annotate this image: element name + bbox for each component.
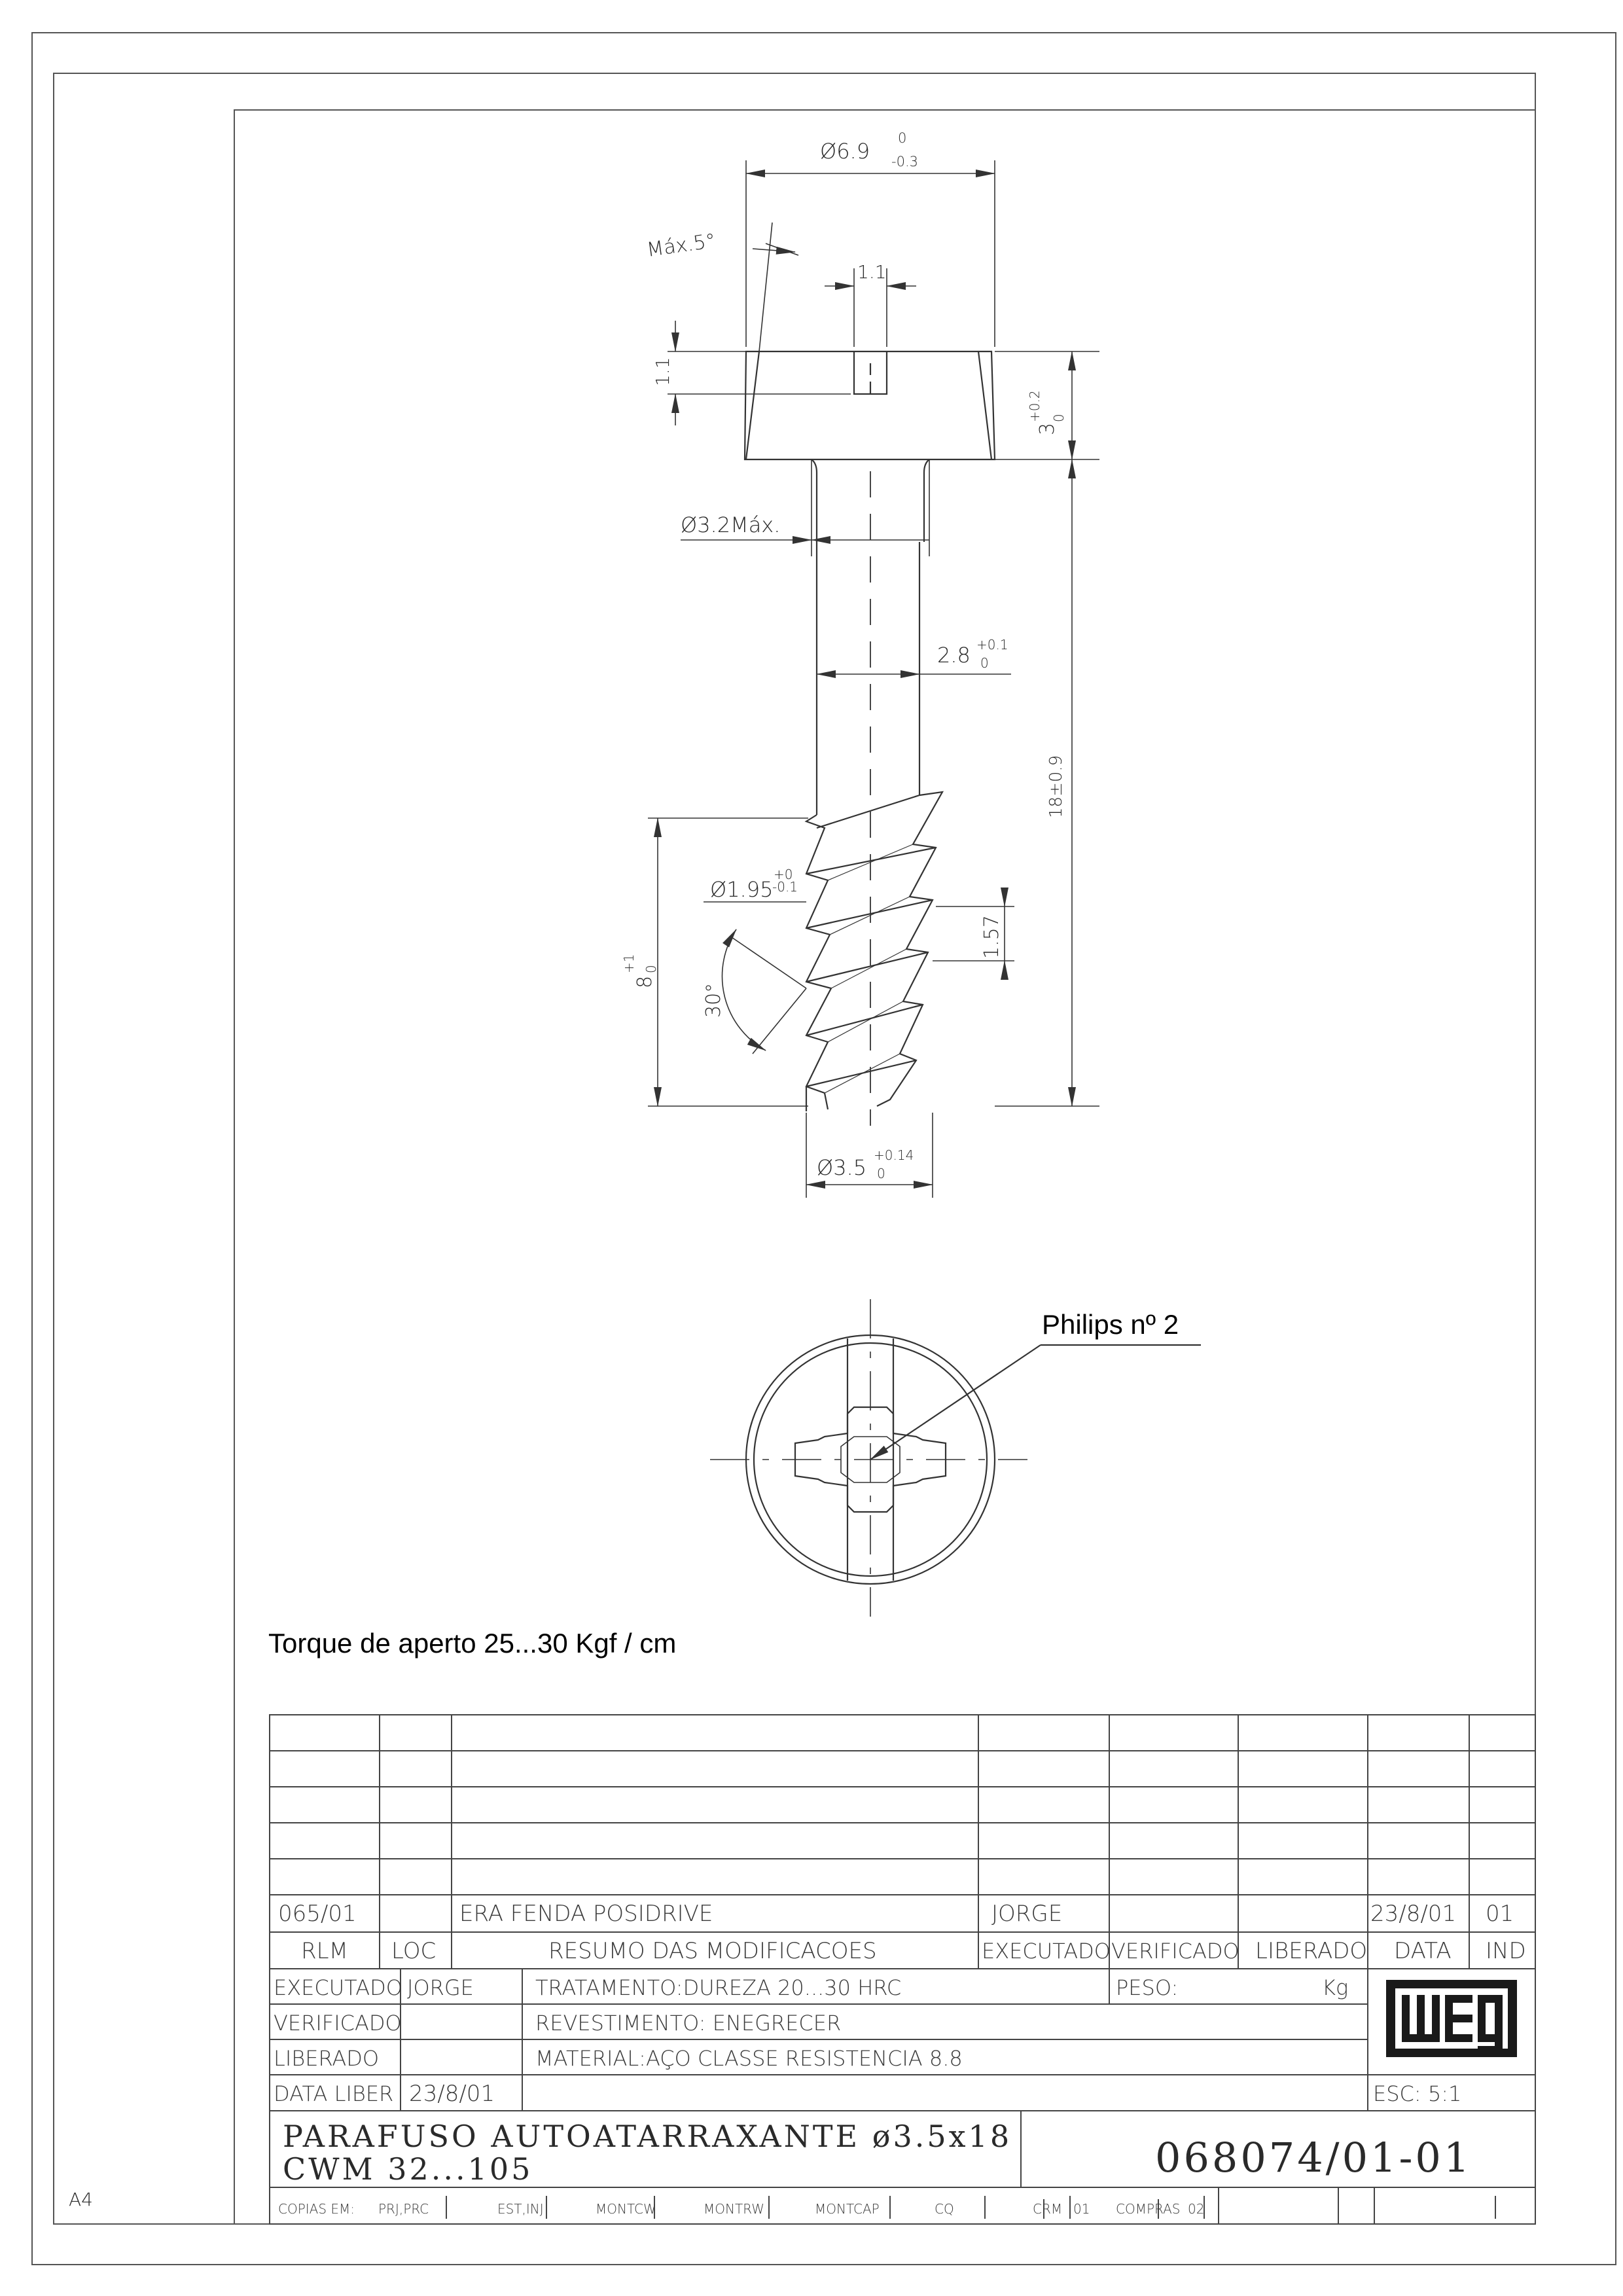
svg-text:RLM: RLM: [301, 1938, 348, 1964]
svg-text:EXECUTADO: EXECUTADO: [982, 1939, 1111, 1964]
thread-angle-label: 30°: [702, 982, 725, 1018]
dimension-labels: [621, 130, 1067, 1181]
head-height-tol-lo: 0: [1051, 414, 1067, 422]
slot-depth-label: 1.1: [652, 357, 673, 386]
head-diameter-tol-lo: -0.3: [891, 154, 918, 170]
svg-text:MONTCW: MONTCW: [596, 2201, 656, 2217]
root-diameter-label: Ø1.95: [710, 877, 774, 902]
revision-header: [301, 1938, 1526, 1964]
screw-side-view: [745, 351, 995, 1126]
svg-text:VERIFICADO: VERIFICADO: [1111, 1939, 1240, 1964]
drawing-number: 068074/01-01: [1155, 2134, 1472, 2181]
svg-text:LOC: LOC: [391, 1938, 437, 1964]
shank-diameter-label: 2.8: [937, 643, 971, 668]
drawing-title-line2: CWM 32...105: [283, 2151, 533, 2187]
svg-text:MONTCAP: MONTCAP: [815, 2201, 880, 2217]
revision-row: [278, 1901, 1514, 1927]
svg-text:EXECUTADO: EXECUTADO: [274, 1975, 402, 2000]
svg-text:23/8/01: 23/8/01: [409, 2081, 495, 2107]
weg-logo: [1386, 1980, 1517, 2057]
svg-text:01: 01: [1073, 2201, 1090, 2217]
total-length-label: 18±0.9: [1046, 755, 1066, 818]
head-diameter-tol-up: 0: [898, 130, 907, 146]
screw-thread-profile: [806, 792, 942, 1111]
shank-diameter-tol-up: +0.1: [976, 637, 1008, 653]
major-diameter-label: Ø3.5: [817, 1155, 867, 1180]
root-diameter-tol-up: +0: [774, 867, 793, 882]
svg-text:CRM: CRM: [1033, 2201, 1063, 2217]
svg-text:COPIAS EM:: COPIAS EM:: [278, 2201, 355, 2217]
thread-length-tol-up: +1: [621, 954, 637, 973]
draft-angle-label: Máx.5°: [645, 229, 717, 262]
drawing-title-line1: PARAFUSO AUTOATARRAXANTE ø3.5x18: [283, 2119, 1012, 2154]
head-height-label: 3: [1036, 422, 1059, 435]
thread-length-label: 8: [633, 975, 656, 988]
svg-text:01: 01: [1486, 1901, 1514, 1927]
svg-text:PRJ,PRC: PRJ,PRC: [378, 2201, 429, 2217]
svg-text:JORGE: JORGE: [407, 1975, 474, 2000]
head-diameter-label: Ø6.9: [820, 139, 870, 164]
svg-text:RESUMO DAS MODIFICACOES: RESUMO DAS MODIFICACOES: [548, 1938, 877, 1964]
svg-text:02: 02: [1188, 2201, 1205, 2217]
svg-text:TRATAMENTO:DUREZA 20...30 HRC: TRATAMENTO:DUREZA 20...30 HRC: [535, 1975, 902, 2000]
root-diameter-tol-lo: -0.1: [772, 879, 798, 895]
svg-text:COMPRAS: COMPRAS: [1116, 2201, 1181, 2217]
copies-row: [278, 2201, 1204, 2217]
slot-width-label: 1.1: [857, 261, 887, 283]
svg-text:JORGE: JORGE: [991, 1901, 1063, 1927]
svg-text:DATA LIBER: DATA LIBER: [274, 2081, 394, 2106]
drive-type-label: Philips nº 2: [1042, 1309, 1179, 1340]
svg-text:DATA: DATA: [1394, 1938, 1452, 1964]
torque-note: Torque de aperto 25...30 Kgf / cm: [268, 1628, 677, 1659]
head-height-tol-up: +0.2: [1027, 390, 1043, 422]
major-diameter-tol-up: +0.14: [874, 1147, 914, 1163]
sheet-size-label: A4: [69, 2189, 93, 2210]
major-diameter-tol-lo: 0: [877, 1166, 885, 1181]
info-block: [274, 1975, 1461, 2107]
svg-text:VERIFICADO: VERIFICADO: [274, 2011, 402, 2036]
shank-diameter-tol-lo: 0: [980, 655, 989, 671]
svg-text:LIBERADO: LIBERADO: [274, 2046, 380, 2071]
svg-text:REVESTIMENTO: ENEGRECER: REVESTIMENTO: ENEGRECER: [535, 2011, 842, 2036]
svg-text:065/01: 065/01: [278, 1901, 357, 1927]
svg-text:CQ: CQ: [935, 2201, 954, 2217]
pitch-label: 1.57: [980, 915, 1003, 959]
svg-text:IND: IND: [1486, 1938, 1526, 1964]
svg-text:MONTRW: MONTRW: [704, 2201, 765, 2217]
svg-text:EST,INJ: EST,INJ: [497, 2201, 544, 2217]
svg-text:23/8/01: 23/8/01: [1370, 1901, 1457, 1927]
dimension-lines: [648, 160, 1099, 1198]
svg-text:PESO:: PESO:: [1116, 1975, 1179, 2000]
svg-text:MATERIAL:AÇO CLASSE RESISTENCI: MATERIAL:AÇO CLASSE RESISTENCIA 8.8: [535, 2046, 963, 2071]
thread-length-tol-lo: 0: [643, 965, 659, 973]
svg-text:ERA FENDA POSIDRIVE: ERA FENDA POSIDRIVE: [459, 1901, 713, 1927]
neck-diameter-label: Ø3.2Máx.: [681, 512, 781, 537]
screw-top-view: [710, 1299, 1201, 1617]
svg-text:Kg: Kg: [1322, 1975, 1349, 2000]
svg-text:ESC: 5:1: ESC: 5:1: [1373, 2081, 1462, 2106]
svg-text:LIBERADO: LIBERADO: [1255, 1938, 1368, 1964]
